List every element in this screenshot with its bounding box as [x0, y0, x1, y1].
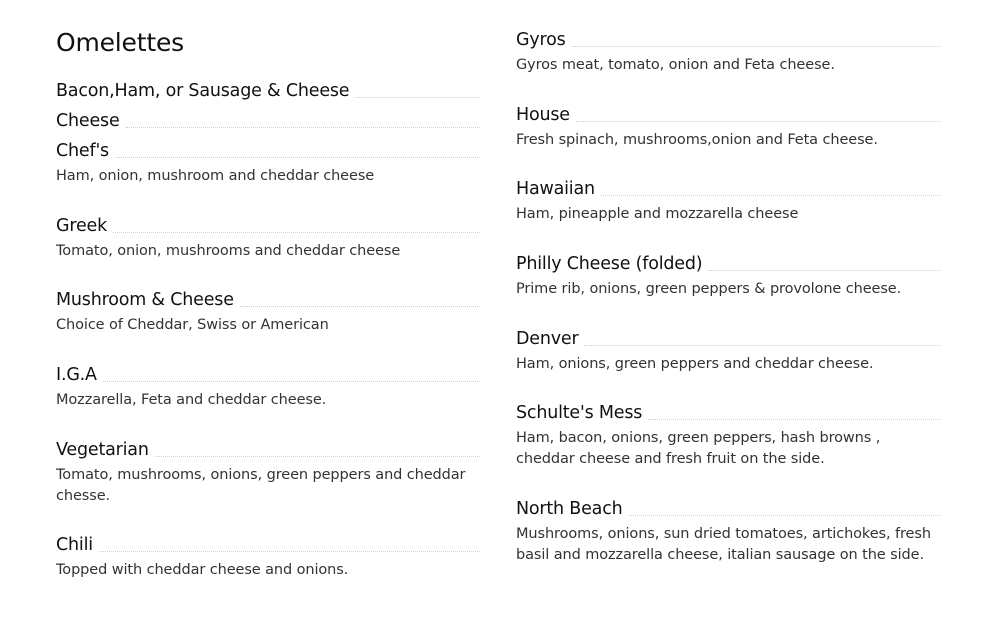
menu-item-name: Vegetarian — [56, 440, 149, 460]
menu-item-name: Schulte's Mess — [516, 403, 643, 423]
menu-item — [56, 79, 480, 103]
menu-item — [516, 103, 940, 151]
menu-item — [516, 28, 940, 76]
dot-leader — [601, 195, 940, 196]
menu-item-name: Hawaiian — [516, 179, 595, 199]
menu-item — [56, 438, 480, 507]
dot-leader — [115, 157, 480, 158]
section-title: Omelettes — [56, 28, 184, 57]
menu-item-description: Choice of Cheddar, Swiss or American — [56, 317, 329, 333]
menu-item-name: North Beach — [516, 499, 623, 519]
dot-leader — [113, 232, 480, 233]
menu-item-name: House — [516, 105, 570, 125]
dot-leader — [155, 456, 480, 457]
menu-item-description: Tomato, mushrooms, onions, green peppers and cheddar chesse. — [56, 467, 466, 504]
menu-item-description: Ham, onions, green peppers and cheddar cheese. — [516, 356, 874, 372]
dot-leader — [648, 419, 940, 420]
menu-item — [56, 288, 480, 336]
menu-item-name: Chili — [56, 535, 93, 555]
menu-item — [516, 497, 940, 566]
menu-item-description: Ham, onion, mushroom and cheddar cheese — [56, 168, 375, 184]
menu-item-description: Gyros meat, tomato, onion and Feta cheese. — [516, 57, 835, 73]
dot-leader — [629, 515, 940, 516]
menu-item — [56, 363, 480, 411]
dot-leader — [103, 381, 480, 382]
menu-item-description: Mozzarella, Feta and cheddar cheese. — [56, 392, 327, 408]
menu-item-description: Topped with cheddar cheese and onions. — [56, 562, 349, 578]
menu-item-name: Cheese — [56, 111, 120, 131]
dot-leader — [572, 46, 940, 47]
menu-item-description: Mushrooms, onions, sun dried tomatoes, artichokes, fresh basil and mozzarella cheese, italian sausage on the side. — [516, 526, 931, 563]
menu-item-name: I.G.A — [56, 365, 97, 385]
menu-item — [516, 401, 940, 470]
menu-item — [56, 533, 480, 581]
dot-leader — [240, 306, 480, 307]
menu-item-name: Greek — [56, 216, 108, 236]
dot-leader — [584, 345, 940, 346]
menu-item-name: Philly Cheese (folded) — [516, 254, 703, 274]
menu-item — [56, 214, 480, 262]
menu-item — [516, 327, 940, 375]
menu-item-name: Bacon,Ham, or Sausage & Cheese — [56, 81, 350, 101]
menu-item — [56, 139, 480, 187]
menu-item-description: Tomato, onion, mushrooms and cheddar cheese — [56, 243, 401, 259]
dot-leader — [99, 551, 480, 552]
menu-item-name: Denver — [516, 329, 579, 349]
menu-item-name: Mushroom & Cheese — [56, 290, 234, 310]
menu-item-name: Chef's — [56, 141, 109, 161]
menu-item-description: Fresh spinach, mushrooms,onion and Feta cheese. — [516, 132, 878, 148]
menu-item-description: Ham, pineapple and mozzarella cheese — [516, 206, 799, 222]
dot-leader — [576, 121, 940, 122]
menu-item — [56, 109, 480, 133]
menu-item-description: Ham, bacon, onions, green peppers, hash browns , cheddar cheese and fresh fruit on the side. — [516, 430, 881, 467]
menu-item — [516, 177, 940, 225]
menu-item-name: Gyros — [516, 30, 566, 50]
dot-leader — [126, 127, 480, 128]
dot-leader — [708, 270, 940, 271]
dot-leader — [355, 97, 480, 98]
menu-item-description: Prime rib, onions, green peppers & provolone cheese. — [516, 281, 902, 297]
menu-item — [516, 252, 940, 300]
